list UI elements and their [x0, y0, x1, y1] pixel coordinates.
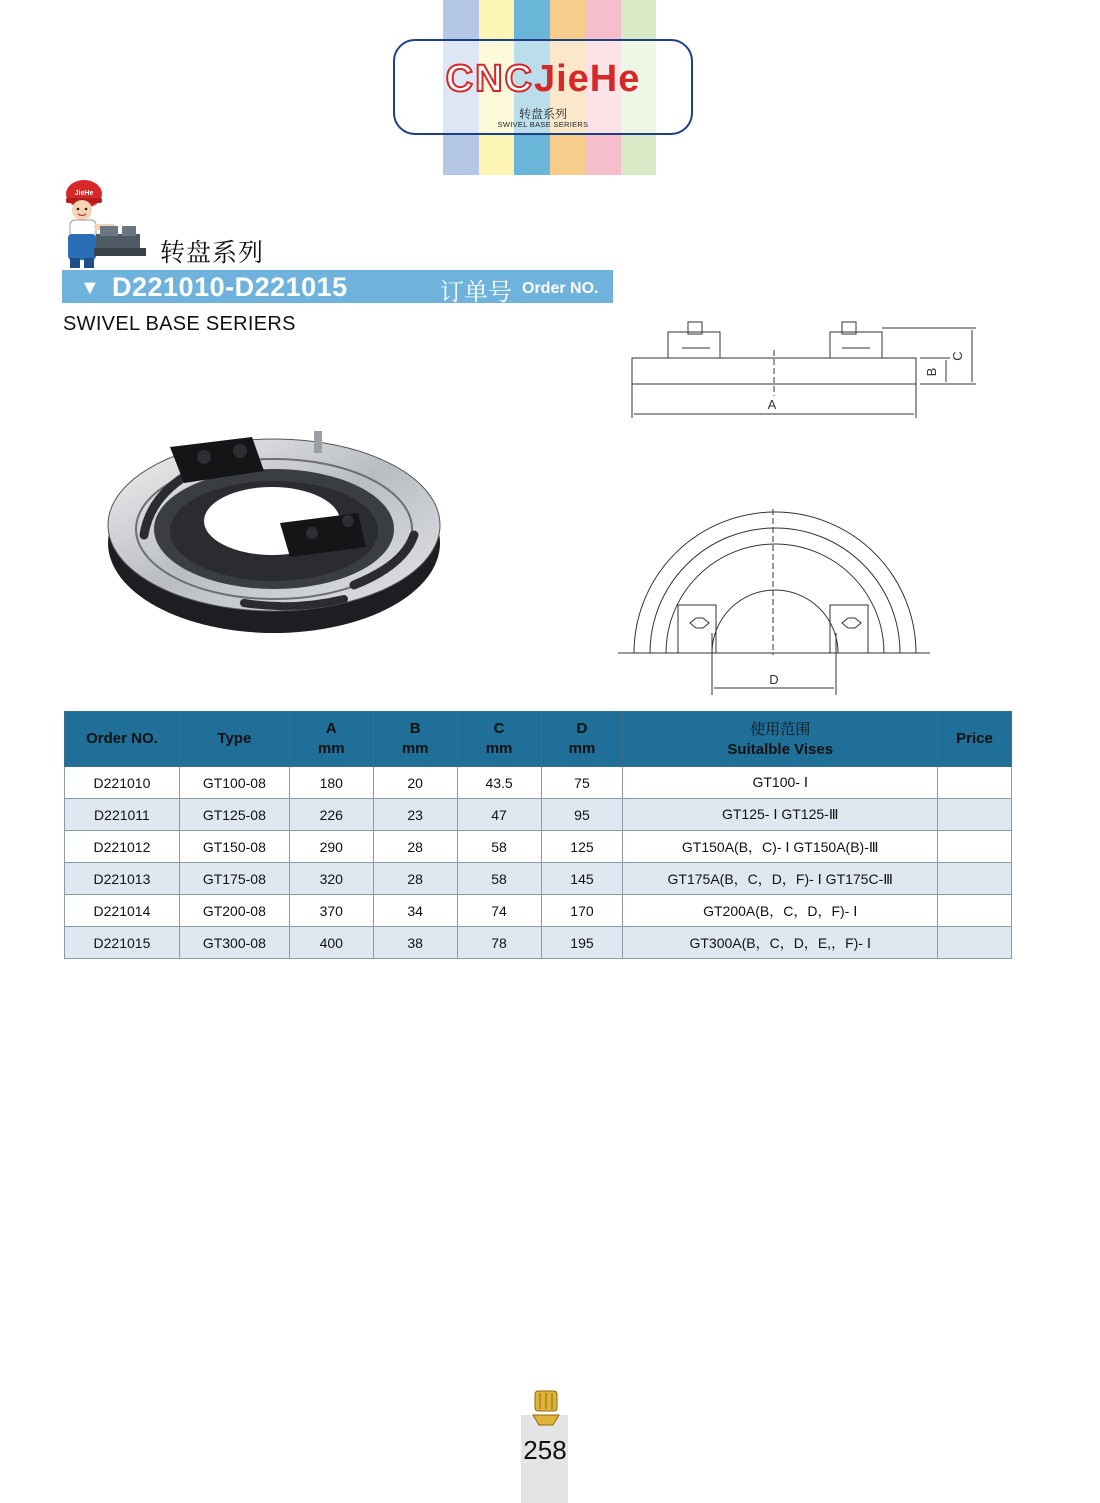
- cell-price: [938, 895, 1012, 927]
- cell-type: GT175-08: [179, 863, 289, 895]
- dimension-a-label: A: [767, 397, 777, 412]
- cell-a: 370: [289, 895, 373, 927]
- dimension-b-label: B: [924, 367, 939, 377]
- header-type: Type: [179, 712, 289, 767]
- cell-a: 320: [289, 863, 373, 895]
- cell-c: 58: [457, 863, 541, 895]
- table-row: [65, 863, 1012, 895]
- cell-type: GT300-08: [179, 927, 289, 959]
- header-vises-cn: 使用范围: [750, 719, 811, 738]
- header-order: Order NO.: [65, 712, 180, 767]
- cell-type: GT100-08: [179, 767, 289, 799]
- top-view-drawing: [612, 505, 947, 700]
- cell-d: 125: [541, 831, 623, 863]
- cell-vises: GT175A(B，C，D，F)- Ⅰ GT175C-Ⅲ: [623, 863, 938, 895]
- cell-d: 95: [541, 799, 623, 831]
- cell-order: D221012: [65, 831, 180, 863]
- table-row: [65, 895, 1012, 927]
- header-c-label: C: [493, 720, 505, 737]
- vise-mascot-icon: [529, 1389, 563, 1427]
- header-price: Price: [938, 712, 1012, 767]
- table-row: [65, 831, 1012, 863]
- cell-order: D221014: [65, 895, 180, 927]
- cell-price: [938, 863, 1012, 895]
- cell-d: 195: [541, 927, 623, 959]
- header-b: [373, 712, 457, 767]
- cell-price: [938, 799, 1012, 831]
- side-view-drawing: [620, 318, 992, 428]
- cell-c: 47: [457, 799, 541, 831]
- cell-order: D221010: [65, 767, 180, 799]
- cell-a: 400: [289, 927, 373, 959]
- cell-a: 290: [289, 831, 373, 863]
- header-d-unit: mm: [568, 740, 596, 757]
- cell-b: 28: [373, 863, 457, 895]
- cell-vises: GT100- Ⅰ: [623, 767, 938, 799]
- cell-d: 75: [541, 767, 623, 799]
- dimension-c-label: C: [950, 351, 965, 361]
- cell-b: 23: [373, 799, 457, 831]
- section-title-cn: 转盘系列: [160, 239, 265, 267]
- triangle-down-icon: ▼: [80, 277, 100, 299]
- worker-mascot-icon: [56, 172, 156, 272]
- logo-subtitle-cn: 转盘系列: [518, 107, 567, 121]
- cell-price: [938, 927, 1012, 959]
- cell-c: 74: [457, 895, 541, 927]
- cell-a: 180: [289, 767, 373, 799]
- order-label-en: Order NO.: [522, 280, 599, 297]
- cell-b: 28: [373, 831, 457, 863]
- cell-price: [938, 767, 1012, 799]
- header-a: [289, 712, 373, 767]
- dimension-d-label: D: [769, 672, 779, 687]
- cell-order: D221013: [65, 863, 180, 895]
- header-a-unit: mm: [317, 740, 345, 757]
- logo-subtitle-en: SWIVEL BASE SERIERS: [497, 120, 589, 129]
- cell-c: 43.5: [457, 767, 541, 799]
- cell-d: 145: [541, 863, 623, 895]
- cell-b: 20: [373, 767, 457, 799]
- header-a-label: A: [325, 720, 337, 737]
- cell-b: 34: [373, 895, 457, 927]
- header-vises: [623, 712, 938, 767]
- header-d-label: D: [576, 720, 588, 737]
- cell-a: 226: [289, 799, 373, 831]
- logo-cnc: CNC: [445, 58, 534, 100]
- logo-jiehe: JieHe: [533, 58, 641, 100]
- table-row: [65, 927, 1012, 959]
- cell-b: 38: [373, 927, 457, 959]
- table-header: [65, 712, 1012, 767]
- cell-vises: GT150A(B，C)- Ⅰ GT150A(B)-Ⅲ: [623, 831, 938, 863]
- cell-vises: GT125- Ⅰ GT125-Ⅲ: [623, 799, 938, 831]
- cell-type: GT125-08: [179, 799, 289, 831]
- table-row: [65, 799, 1012, 831]
- order-range: D221010-D221015: [112, 272, 348, 302]
- cell-d: 170: [541, 895, 623, 927]
- cell-type: GT150-08: [179, 831, 289, 863]
- cell-type: GT200-08: [179, 895, 289, 927]
- brand-logo: [393, 39, 693, 135]
- table-row: [65, 767, 1012, 799]
- cell-order: D221015: [65, 927, 180, 959]
- cell-vises: GT300A(B，C，D，E,，F)- Ⅰ: [623, 927, 938, 959]
- cell-c: 78: [457, 927, 541, 959]
- header-c-unit: mm: [485, 740, 513, 757]
- cell-vises: GT200A(B，C，D，F)- Ⅰ: [623, 895, 938, 927]
- cell-order: D221011: [65, 799, 180, 831]
- header-b-unit: mm: [401, 740, 429, 757]
- swivel-base-spec-table: [64, 711, 1012, 959]
- order-label-cn: 订单号: [440, 279, 512, 306]
- header-c: [457, 712, 541, 767]
- section-subtitle-en: SWIVEL BASE SERIERS: [63, 313, 296, 335]
- cell-c: 58: [457, 831, 541, 863]
- mascot-cap-text: JieHe: [74, 190, 94, 197]
- swivel-base-photo: [104, 425, 444, 635]
- page-number: 258: [523, 1435, 567, 1465]
- header-d: [541, 712, 623, 767]
- header-vises-en: Suitalble Vises: [727, 740, 834, 758]
- order-number-banner: [62, 270, 613, 306]
- header-b-label: B: [409, 720, 421, 737]
- logo-wordmark: [395, 59, 691, 99]
- cell-price: [938, 831, 1012, 863]
